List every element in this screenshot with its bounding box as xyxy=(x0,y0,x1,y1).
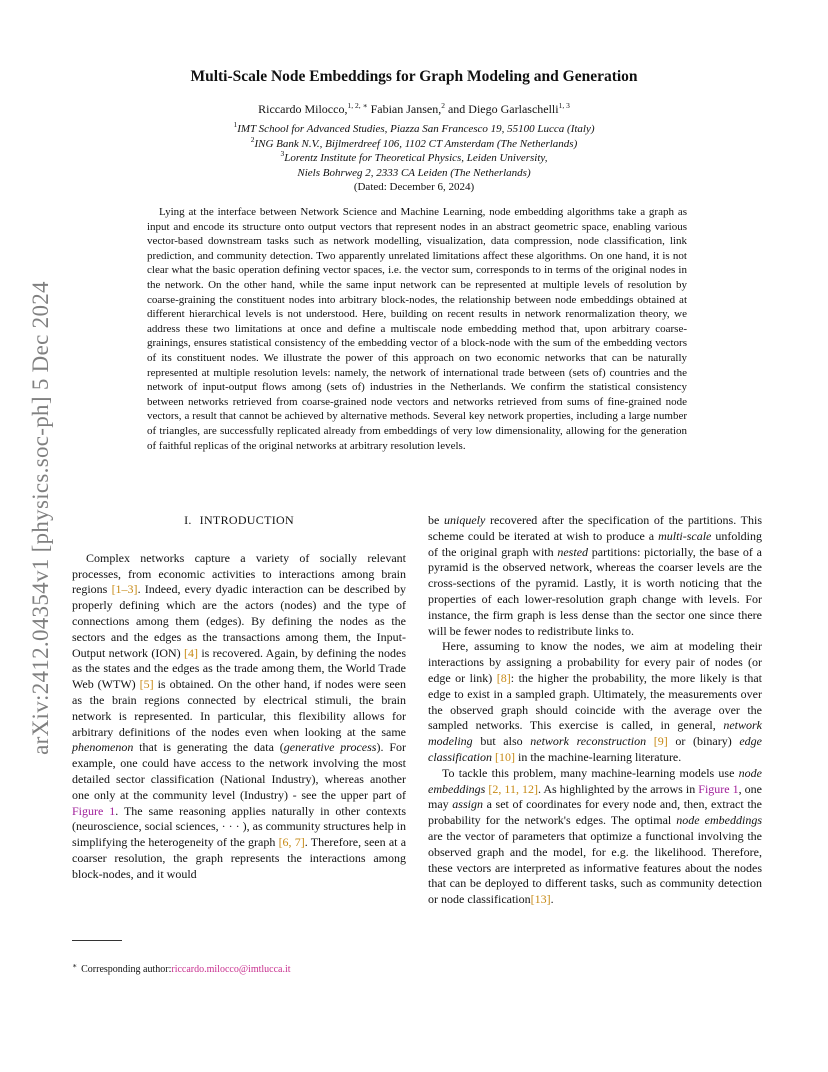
dated-line: (Dated: December 6, 2024) xyxy=(353,181,475,194)
body-text: is recovered. Again, by defining the nodes as the states and the edges as the trade among them, the World Trade Web (WTW) xyxy=(72,645,406,692)
emphasis-text: generative process xyxy=(283,740,377,755)
citation-link[interactable]: [9] xyxy=(653,734,668,749)
body-text: in the machine-learning literature. xyxy=(515,749,682,764)
citation-link[interactable]: [2, 11, 12] xyxy=(488,781,538,796)
body-text: or (binary) xyxy=(667,734,740,749)
author-name: Fabian Jansen, xyxy=(367,102,442,116)
body-paragraph xyxy=(72,551,406,883)
emphasis-text: uniquely xyxy=(444,513,486,527)
body-paragraph xyxy=(428,513,762,639)
body-text: be xyxy=(428,513,444,527)
affiliation-number: 1 xyxy=(233,120,238,129)
affiliation-line xyxy=(0,166,828,181)
paper-title: Multi-Scale Node Embeddings for Graph Modeling and Generation xyxy=(190,68,638,85)
author-name: Riccardo Milocco, xyxy=(258,102,348,116)
citation-link[interactable]: [6, 7] xyxy=(278,835,305,850)
body-text: : the higher the probability, the more likely is that edge to exist in a sampled graph. Ultimately, the measurements over the observed graph should coincide with the average over the sampled networks. This exercise is called, in general, xyxy=(428,670,762,733)
body-text: . Therefore, seen at a coarser resolution, the graph represents the interactions among block-nodes, and it would xyxy=(72,835,407,881)
citation-link[interactable]: [1–3] xyxy=(111,582,138,597)
body-text: , one may xyxy=(428,781,763,812)
affiliation-line xyxy=(0,134,828,152)
emphasis-text: assign xyxy=(452,797,483,812)
arxiv-margin-stamp xyxy=(23,258,59,778)
author-affiliation-mark: 2 xyxy=(441,101,445,110)
body-text: a set of coordinates for every node and, then, extract the probability for the network's edges. The optimal xyxy=(428,797,762,828)
author-affiliation-mark: 1, 2, ∗ xyxy=(347,101,368,110)
body-text: recovered after the specification of the partitions. This scheme could be iterated at wish to produce a xyxy=(428,513,763,543)
footnote-marker: ∗ xyxy=(72,961,78,970)
footnote-label: Corresponding author: xyxy=(81,964,172,975)
section-number: I. xyxy=(184,513,192,527)
emphasis-text: node embeddings xyxy=(676,813,763,828)
affiliation-text: Lorentz Institute for Theoretical Physics, Leiden University, xyxy=(284,152,548,165)
emphasis-text: nested xyxy=(557,544,589,559)
body-text: partitions: pictorially, the base of a pyramid is the observed network, whereas the coarser levels are the cross-sections of the pyramid. Lastly, it is worth noticing that the properties of each lower-resolution graph change with levels. For instance, the firm graph is less dense than the sector one since there will be fewer nodes to redistribute links to. xyxy=(428,544,762,638)
body-text: . Indeed, every dyadic interaction can be described by properly defining which are the actors (nodes) and the type of connections among them (edges). By defining the nodes as the sectors and the edges as the transactions among them, the Input-Output network (ION) xyxy=(72,582,406,660)
affiliation-block xyxy=(0,122,828,195)
citation-link[interactable]: [10] xyxy=(495,749,515,764)
affiliation-text: ING Bank N.V., Bijlmerdreef 106, 1102 CT Amsterdam (The Netherlands) xyxy=(254,137,578,150)
body-text xyxy=(646,734,654,748)
affiliation-number: 3 xyxy=(280,149,285,159)
body-text: but also xyxy=(472,734,531,749)
author-affiliation-mark: 1, 3 xyxy=(558,101,570,110)
left-column xyxy=(72,513,406,883)
author-list xyxy=(0,102,828,117)
citation-link[interactable]: [4] xyxy=(184,645,198,660)
body-text: . The same reasoning applies naturally in other contexts (neuroscience, social sciences, · · · ), as community structures help in simplifying the heterogeneity of the graph xyxy=(72,803,406,850)
body-paragraph xyxy=(428,639,762,765)
emphasis-text: multi-scale xyxy=(658,528,712,543)
right-column xyxy=(428,513,762,908)
citation-link[interactable]: [8] xyxy=(496,670,511,685)
emphasis-text: network modeling xyxy=(428,718,762,749)
emphasis-text: network reconstruction xyxy=(530,734,647,749)
email-link[interactable]: riccardo.milocco@imtlucca.it xyxy=(171,964,291,975)
body-text: that is generating the data ( xyxy=(133,740,284,755)
body-text: are the vector of parameters that optimize a functional involving the observed graph and the model, for e.g. the likelihood. Therefore, these vectors are interpreted as informative features about the nodes that can be deployed to different tasks, such as community detection or node classification xyxy=(428,828,762,907)
citation-link[interactable]: [13] xyxy=(530,892,551,907)
citation-link[interactable]: [5] xyxy=(139,677,154,692)
emphasis-text: node embeddings xyxy=(428,765,762,796)
arxiv-identifier: arXiv:2412.04354v1 [physics.soc-ph] 5 Dec 2024 xyxy=(28,281,54,755)
figure-link[interactable]: Figure 1 xyxy=(72,803,116,818)
affiliation-number: 2 xyxy=(250,134,255,144)
affiliation-line xyxy=(0,151,828,166)
figure-link[interactable]: Figure 1 xyxy=(698,781,739,796)
footnote xyxy=(72,961,291,975)
body-text: unfolding of the original graph with xyxy=(428,528,762,559)
emphasis-text: phenomenon xyxy=(72,740,134,755)
emphasis-text: edge classification xyxy=(428,734,762,764)
author-name: and Diego Garlaschelli xyxy=(444,102,559,116)
affiliation-text: IMT School for Advanced Studies, Piazza San Francesco 19, 55100 Lucca (Italy) xyxy=(237,123,595,135)
body-text: . As highlighted by the arrows in xyxy=(538,781,699,796)
abstract: Lying at the interface between Network Science and Machine Learning, node embedding algorithms take a graph as input and encode its structure onto output vectors that represent nodes in an abstract geometric space, enabling various vector-based downstream tasks such as network modelling, visualization, data compression, node classification, link prediction, and community detection. Two apparently unrelated limitations affect these algorithms. On one hand, it is not clear what the basic operation defining vector spaces, i.e. the vector sum, corresponds to in terms of the original nodes in the network. On the other hand, while the same input network can be represented at multiple levels of resolution by coarse-graining the constituent nodes into arbitrary block-nodes, the relationship between node embeddings obtained at different hierarchical levels is not understood. Here, building on recent results in network renormalization theory, we address these two limitations at once and define a multiscale node embedding method that, upon arbitrary coarse-grainings, ensures statistical consistency of the embedding vector of a block-node with the sum of the embedding vectors of its constituent nodes. We illustrate the power of this approach on two economic networks that can be naturally represented at multiple resolution levels: namely, the network of international trade between (sets of) countries and the network of input-output flows among (sets of) industries in the Netherlands. We confirm the statistical consistency between networks retrieved from coarse-grained node vectors and networks retrieved from sums of fine-grained node vectors, a result that cannot be achieved by alternative methods. Several key network properties, including a large number of triangles, are successfully replicated already from embeddings of very low dimensionality, allowing for the generation of faithful replicas of the original networks at arbitrary resolution levels. xyxy=(147,206,687,452)
section-heading xyxy=(72,513,406,529)
body-text: To tackle this problem, many machine-learning models use xyxy=(442,765,739,780)
body-text: is obtained. On the other hand, if nodes were seen as the brain regions connected by electrical stimuli, the brain network is represented. In particular, this flexibility allows for arbitrary definitions of the nodes even when looking at the same xyxy=(72,677,406,739)
footnote-divider xyxy=(72,940,122,941)
affiliation-text: Niels Bohrweg 2, 2333 CA Leiden (The Netherlands) xyxy=(297,166,531,179)
body-text: Complex networks capture a variety of socially relevant processes, from economic activities to interactions among brain regions xyxy=(72,550,406,597)
affiliation-line xyxy=(0,122,828,137)
section-title: INTRODUCTION xyxy=(199,513,294,527)
body-paragraph xyxy=(428,766,762,908)
body-text: . xyxy=(550,892,554,907)
body-text: Here, assuming to know the nodes, we aim at modeling their interactions by assigning a probability for every pair of nodes (or edge or link) xyxy=(428,639,762,685)
body-text: ). For example, one could have access to the network involving the most detailed sector classification (National Industry), whereas another one only at the community level (Industry) - see the upper part of xyxy=(72,740,406,802)
